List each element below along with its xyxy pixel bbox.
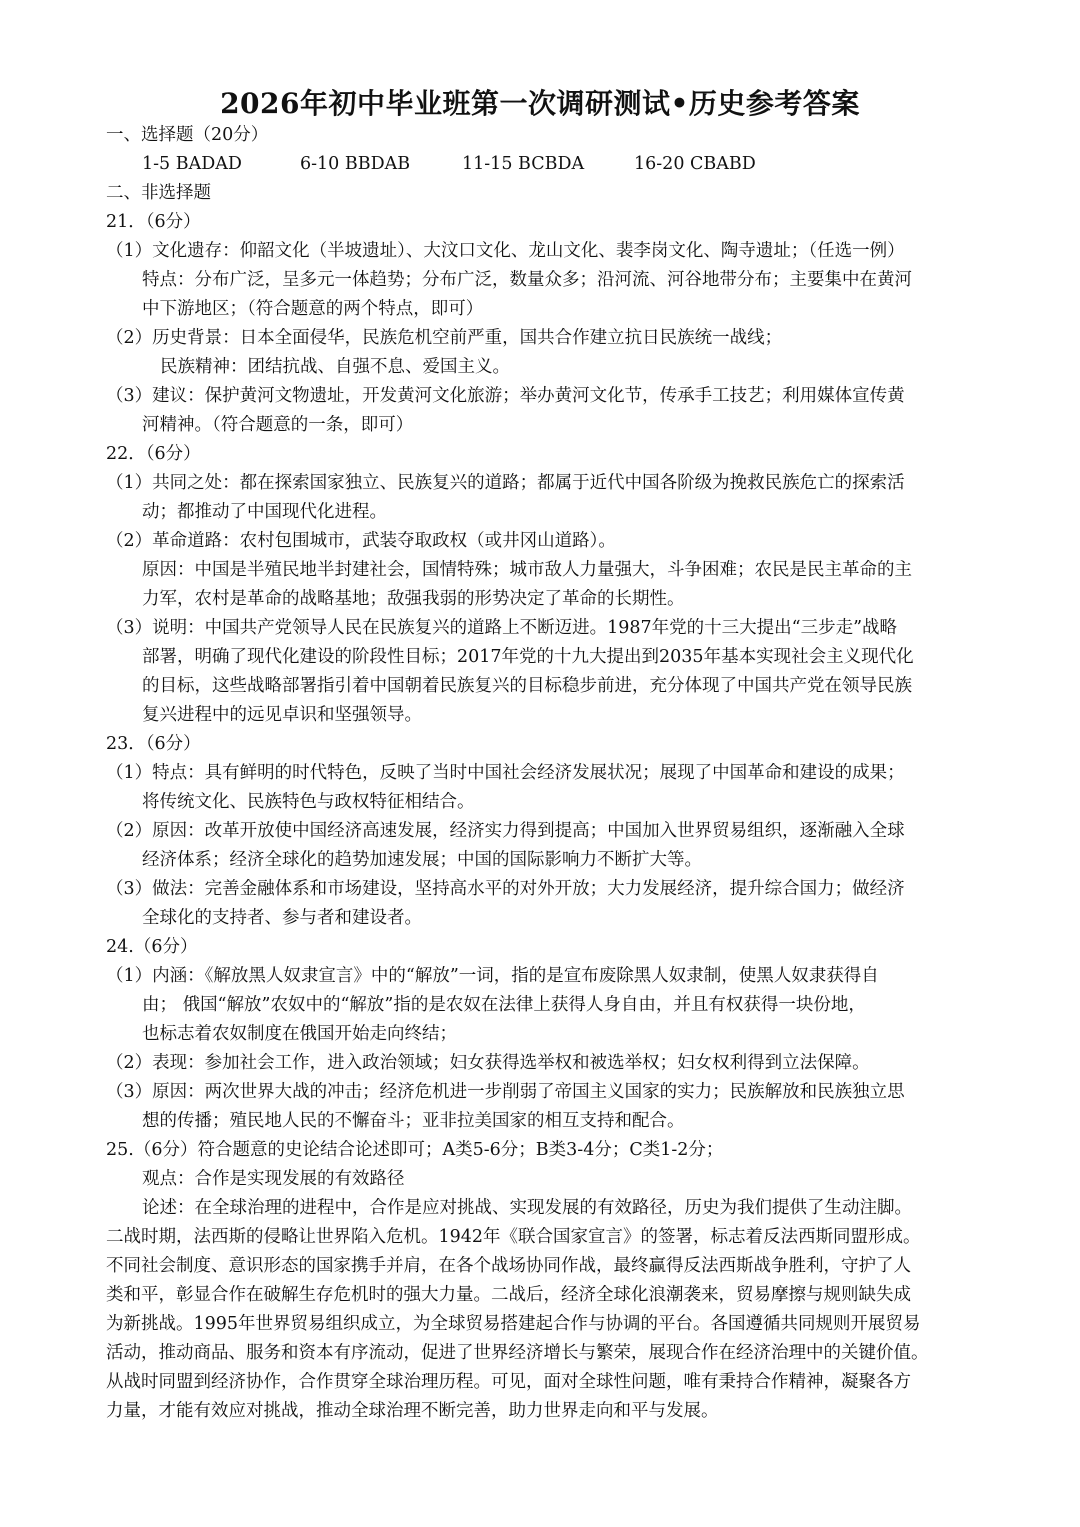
q25-essay-line: 二战时期，法西斯的侵略让世界陷入危机。1942年《联合国家宣言》的签署，标志着反法西斯同盟形成。 <box>106 1227 921 1247</box>
q22-part1-line: 动；都推动了中国现代化进程。 <box>142 502 387 522</box>
q25-essay-line: 论述：在全球治理的进程中，合作是应对挑战、实现发展的有效路径，历史为我们提供了生动注脚。 <box>142 1198 912 1218</box>
q21-part1-line: 特点：分布广泛，呈多元一体趋势；分布广泛，数量众多；沿河流、河谷地带分布；主要集中在黄河 <box>142 270 912 290</box>
q23-part3-line: 全球化的支持者、参与者和建设者。 <box>142 908 422 928</box>
q24-part2-line: （2）表现：参加社会工作，进入政治领域；妇女获得选举权和被选举权；妇女权利得到立法保障。 <box>106 1053 870 1073</box>
q24-part3-line: 想的传播；殖民地人民的不懈奋斗；亚非拉美国家的相互支持和配合。 <box>142 1111 685 1131</box>
q23-part2-line: 经济体系；经济全球化的趋势加速发展；中国的国际影响力不断扩大等。 <box>142 850 702 870</box>
q25-essay-line: 活动，推动商品、服务和资本有序流动，促进了世界经济增长与繁荣，展现合作在经济治理中的关键价值。 <box>106 1343 929 1363</box>
q22-part3-line: 复兴进程中的远见卓识和坚强领导。 <box>142 705 422 725</box>
q21-part2-line: （2）历史背景：日本全面侵华，民族危机空前严重，国共合作建立抗日民族统一战线； <box>106 328 783 348</box>
question-24-heading: 24.（6分） <box>106 937 198 957</box>
answer-group: 1-5 BADAD <box>142 154 242 174</box>
question-23-heading: 23．（6分） <box>106 734 201 754</box>
q25-essay-line: 力量，才能有效应对挑战，推动全球治理不断完善，助力世界走向和平与发展。 <box>106 1401 719 1421</box>
q23-part1-line: （1）特点：具有鲜明的时代特色，反映了当时中国社会经济发展状况；展现了中国革命和建设的成果； <box>106 763 905 783</box>
q25-essay-line: 从战时同盟到经济协作，合作贯穿全球治理历程。可见，面对全球性问题，唯有秉持合作精神，凝聚各方 <box>106 1372 911 1392</box>
question-22-heading: 22．（6分） <box>106 444 201 464</box>
q21-part1-line: 中下游地区；（符合题意的两个特点，即可） <box>142 299 484 319</box>
answer-group: 6-10 BBDAB <box>300 154 411 174</box>
q21-part3-line: 河精神。（符合题意的一条，即可） <box>142 415 414 435</box>
q22-part2-line: （2）革命道路：农村包围城市，武装夺取政权（或井冈山道路）。 <box>106 531 616 551</box>
q25-essay-line: 为新挑战。1995年世界贸易组织成立，为全球贸易搭建起合作与协调的平台。各国遵循共同规则开展贸易 <box>106 1314 921 1334</box>
question-21-heading: 21．（6分） <box>106 212 201 232</box>
q25-essay-line: 不同社会制度、意识形态的国家携手并肩，在各个战场协同作战，最终赢得反法西斯战争胜利，守护了人 <box>106 1256 911 1276</box>
answer-group: 16-20 CBABD <box>634 154 756 174</box>
q25-viewpoint: 观点：合作是实现发展的有效路径 <box>142 1169 405 1189</box>
q22-part2-line: 原因：中国是半殖民地半封建社会，国情特殊；城市敌人力量强大，斗争困难；农民是民主革命的主 <box>142 560 912 580</box>
choice-answers <box>142 150 756 178</box>
q24-part3-line: （3）原因：两次世界大战的冲击；经济危机进一步削弱了帝国主义国家的实力；民族解放和民族独立思 <box>106 1082 905 1102</box>
answer-group: 11-15 BCBDA <box>462 154 585 174</box>
q22-part3-line: 部署，明确了现代化建设的阶段性目标；2017年党的十九大提出到2035年基本实现社会主义现代化 <box>142 647 914 667</box>
question-25-heading: 25.（6分）符合题意的史论结合论述即可；A类5-6分；B类3-4分；C类1-2分； <box>106 1140 724 1160</box>
q24-part1-line: 由； 俄国“解放”农奴中的“解放”指的是农奴在法律上获得人身自由，并且有权获得一块份地， <box>142 995 866 1015</box>
q22-part3-line: 的目标，这些战略部署指引着中国朝着民族复兴的目标稳步前进，充分体现了中国共产党在领导民族 <box>142 676 912 696</box>
section-nonchoice-heading: 二、非选择题 <box>106 183 211 203</box>
q24-part1-line: 也标志着农奴制度在俄国开始走向终结； <box>142 1024 457 1044</box>
q22-part1-line: （1）共同之处：都在探索国家独立、民族复兴的道路；都属于近代中国各阶级为挽救民族危亡的探索活 <box>106 473 905 493</box>
q25-essay-line: 类和平，彰显合作在破解生存危机时的强大力量。二战后，经济全球化浪潮袭来，贸易摩擦与规则缺失成 <box>106 1285 911 1305</box>
q24-part1-line: （1）内涵：《解放黑人奴隶宣言》中的“解放”一词，指的是宣布废除黑人奴隶制，使黑人奴隶获得自 <box>106 966 879 986</box>
q21-part2-line: 民族精神：团结抗战、自强不息、爱国主义。 <box>160 357 510 377</box>
document-title: 2026年初中毕业班第一次调研测试•历史参考答案 <box>220 87 860 120</box>
section-choice-heading: 一、选择题（20分） <box>106 125 269 145</box>
q21-part3-line: （3）建议：保护黄河文物遗址，开发黄河文化旅游；举办黄河文化节，传承手工技艺；利用媒体宣传黄 <box>106 386 905 406</box>
q23-part1-line: 将传统文化、民族特色与政权特征相结合。 <box>142 792 475 812</box>
q22-part2-line: 力军，农村是革命的战略基地；敌强我弱的形势决定了革命的长期性。 <box>142 589 685 609</box>
q23-part3-line: （3）做法：完善金融体系和市场建设，坚持高水平的对外开放；大力发展经济，提升综合国力；做经济 <box>106 879 905 899</box>
q22-part3-line: （3）说明：中国共产党领导人民在民族复兴的道路上不断迈进。1987年党的十三大提出“三步走”战略 <box>106 618 898 638</box>
q21-part1-line: （1）文化遗存：仰韶文化（半坡遗址）、大汶口文化、龙山文化、裴李岗文化、陶寺遗址；（任选一例） <box>106 241 905 261</box>
q23-part2-line: （2）原因：改革开放使中国经济高速发展，经济实力得到提高；中国加入世界贸易组织，逐渐融入全球 <box>106 821 905 841</box>
